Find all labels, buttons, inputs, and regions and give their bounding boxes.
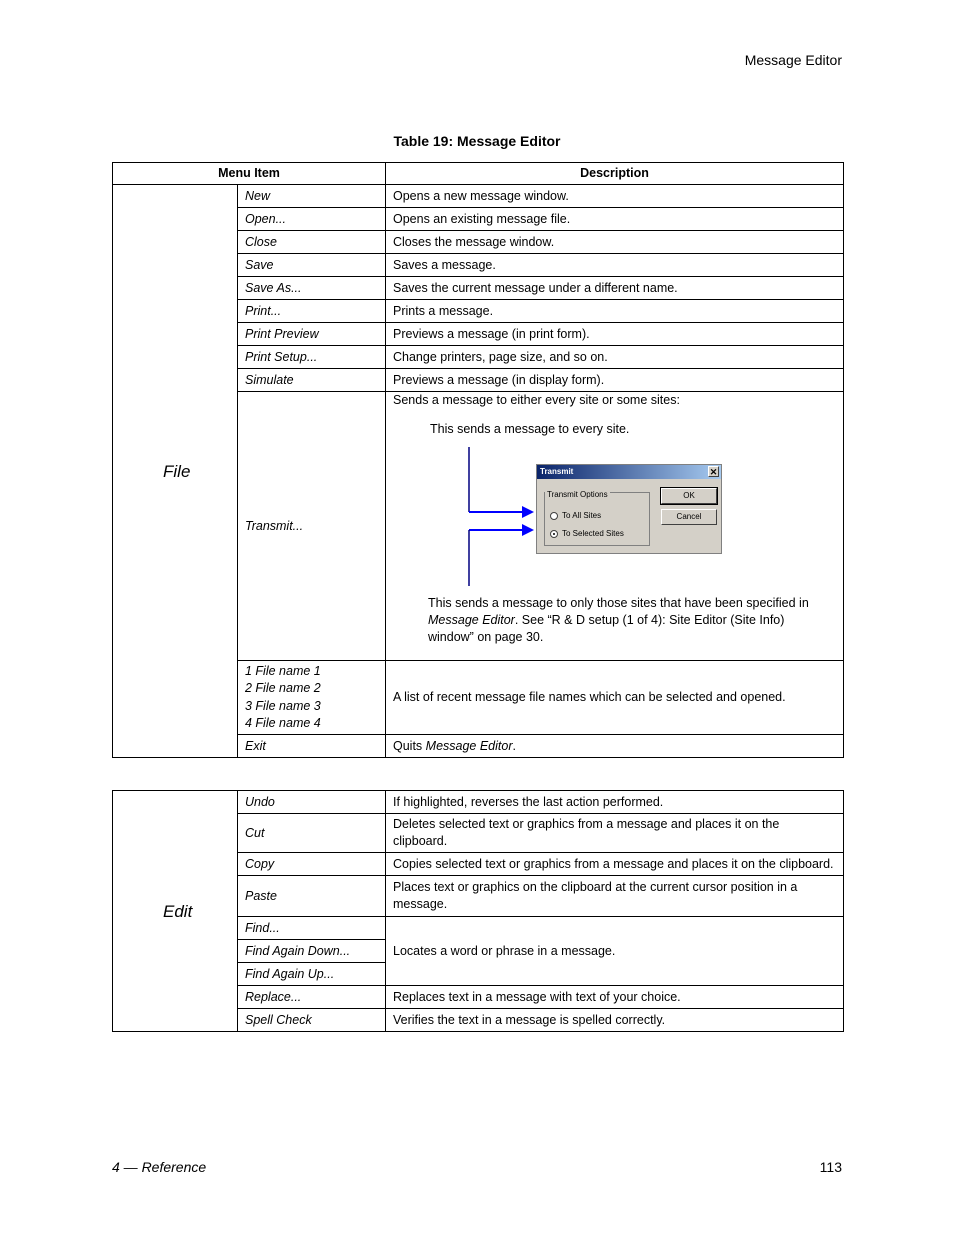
transmit-dialog: [536, 464, 722, 554]
radio-selected-icon: [550, 530, 558, 538]
transmit-intro: Sends a message to either every site or some sites:: [393, 393, 680, 407]
description-cell: Change printers, page size, and so on.: [386, 346, 844, 369]
menu-item-spell-check: Spell Check: [238, 1009, 386, 1032]
desc-text: Quits: [393, 738, 426, 753]
running-header: Message Editor: [744, 52, 842, 68]
description-cell: Replaces text in a message with text of your choice.: [386, 986, 844, 1009]
note-text: . See “R & D setup (1 of 4): Site Editor (Site Info) window” on page 30.: [428, 613, 785, 644]
menu-item-save: Save: [238, 254, 386, 277]
menu-item-open: Open...: [238, 208, 386, 231]
menu-item-print-setup: Print Setup...: [238, 346, 386, 369]
description-cell: Deletes selected text or graphics from a message and places it on the clipboard.: [386, 814, 844, 853]
description-cell: Previews a message (in print form).: [386, 323, 844, 346]
description-cell: Opens an existing message file.: [386, 208, 844, 231]
description-cell: Saves a message.: [386, 254, 844, 277]
recent-file-4: 4 File name 4: [245, 715, 321, 730]
menu-item-print: Print...: [238, 300, 386, 323]
close-icon[interactable]: ✕: [709, 467, 718, 477]
transmit-options-label: Transmit Options: [545, 486, 610, 503]
note-text: This sends a message to only those sites that have been specified in: [428, 596, 809, 610]
description-cell: If highlighted, reverses the last action performed.: [386, 791, 844, 814]
radio-to-all-sites[interactable]: [550, 507, 601, 524]
callout-arrows: [456, 442, 536, 587]
description-cell: Copies selected text or graphics from a message and places it on the clipboard.: [386, 853, 844, 876]
column-header-description: Description: [386, 163, 844, 185]
dialog-titlebar: [537, 465, 721, 479]
description-cell: [386, 735, 844, 758]
description-cell: Saves the current message under a different name.: [386, 277, 844, 300]
radio-to-selected-sites[interactable]: [550, 525, 624, 542]
menu-item-paste: Paste: [238, 876, 386, 917]
group-label-edit: Edit: [113, 791, 238, 1032]
note-emphasis: Message Editor: [428, 613, 515, 627]
footer-chapter: 4 — Reference: [112, 1159, 207, 1175]
cancel-button[interactable]: Cancel: [661, 509, 717, 525]
menu-item-save-as: Save As...: [238, 277, 386, 300]
ok-button[interactable]: OK: [661, 488, 717, 504]
footer-page-number: 113: [819, 1159, 842, 1175]
file-menu-table: [112, 162, 844, 758]
table-row: [113, 791, 844, 814]
menu-item-close: Close: [238, 231, 386, 254]
menu-item-exit: Exit: [238, 735, 386, 758]
description-cell: Closes the message window.: [386, 231, 844, 254]
description-cell: Prints a message.: [386, 300, 844, 323]
radio-label: To Selected Sites: [562, 529, 624, 538]
description-cell: A list of recent message file names which can be selected and opened.: [386, 661, 844, 735]
table-row: [113, 185, 844, 208]
menu-item-simulate: Simulate: [238, 369, 386, 392]
desc-emphasis: Message Editor: [425, 738, 513, 753]
menu-item-new: New: [238, 185, 386, 208]
column-header-menu-item: Menu Item: [113, 163, 386, 185]
description-cell: Locates a word or phrase in a message.: [386, 917, 844, 986]
radio-label: To All Sites: [562, 511, 602, 520]
transmit-description-cell: [386, 392, 844, 661]
table-header-row: [113, 163, 844, 185]
desc-text: .: [512, 738, 516, 753]
dialog-title: Transmit: [540, 467, 574, 476]
menu-item-cut: Cut: [238, 814, 386, 853]
menu-item-replace: Replace...: [238, 986, 386, 1009]
group-label-file: File: [113, 185, 238, 758]
description-cell: Verifies the text in a message is spelled correctly.: [386, 1009, 844, 1032]
menu-item-find-again-down: Find Again Down...: [238, 940, 386, 963]
radio-unselected-icon: [550, 512, 558, 520]
recent-file-2: 2 File name 2: [245, 681, 321, 696]
menu-item-print-preview: Print Preview: [238, 323, 386, 346]
description-cell: Places text or graphics on the clipboard at the current cursor position in a message.: [386, 876, 844, 917]
menu-item-transmit: Transmit...: [238, 392, 386, 661]
menu-item-undo: Undo: [238, 791, 386, 814]
callout-all-sites: This sends a message to every site.: [430, 422, 630, 436]
description-cell: Previews a message (in display form).: [386, 369, 844, 392]
description-cell: Opens a new message window.: [386, 185, 844, 208]
recent-file-1: 1 File name 1: [245, 664, 321, 678]
menu-item-recent-files: [238, 661, 386, 735]
menu-item-find-again-up: Find Again Up...: [238, 963, 386, 986]
menu-item-find: Find...: [238, 917, 386, 940]
edit-menu-table: [112, 790, 844, 1032]
callout-selected-sites: [428, 595, 818, 646]
table-title: Table 19: Message Editor: [393, 133, 561, 149]
menu-item-copy: Copy: [238, 853, 386, 876]
recent-file-3: 3 File name 3: [245, 698, 321, 713]
